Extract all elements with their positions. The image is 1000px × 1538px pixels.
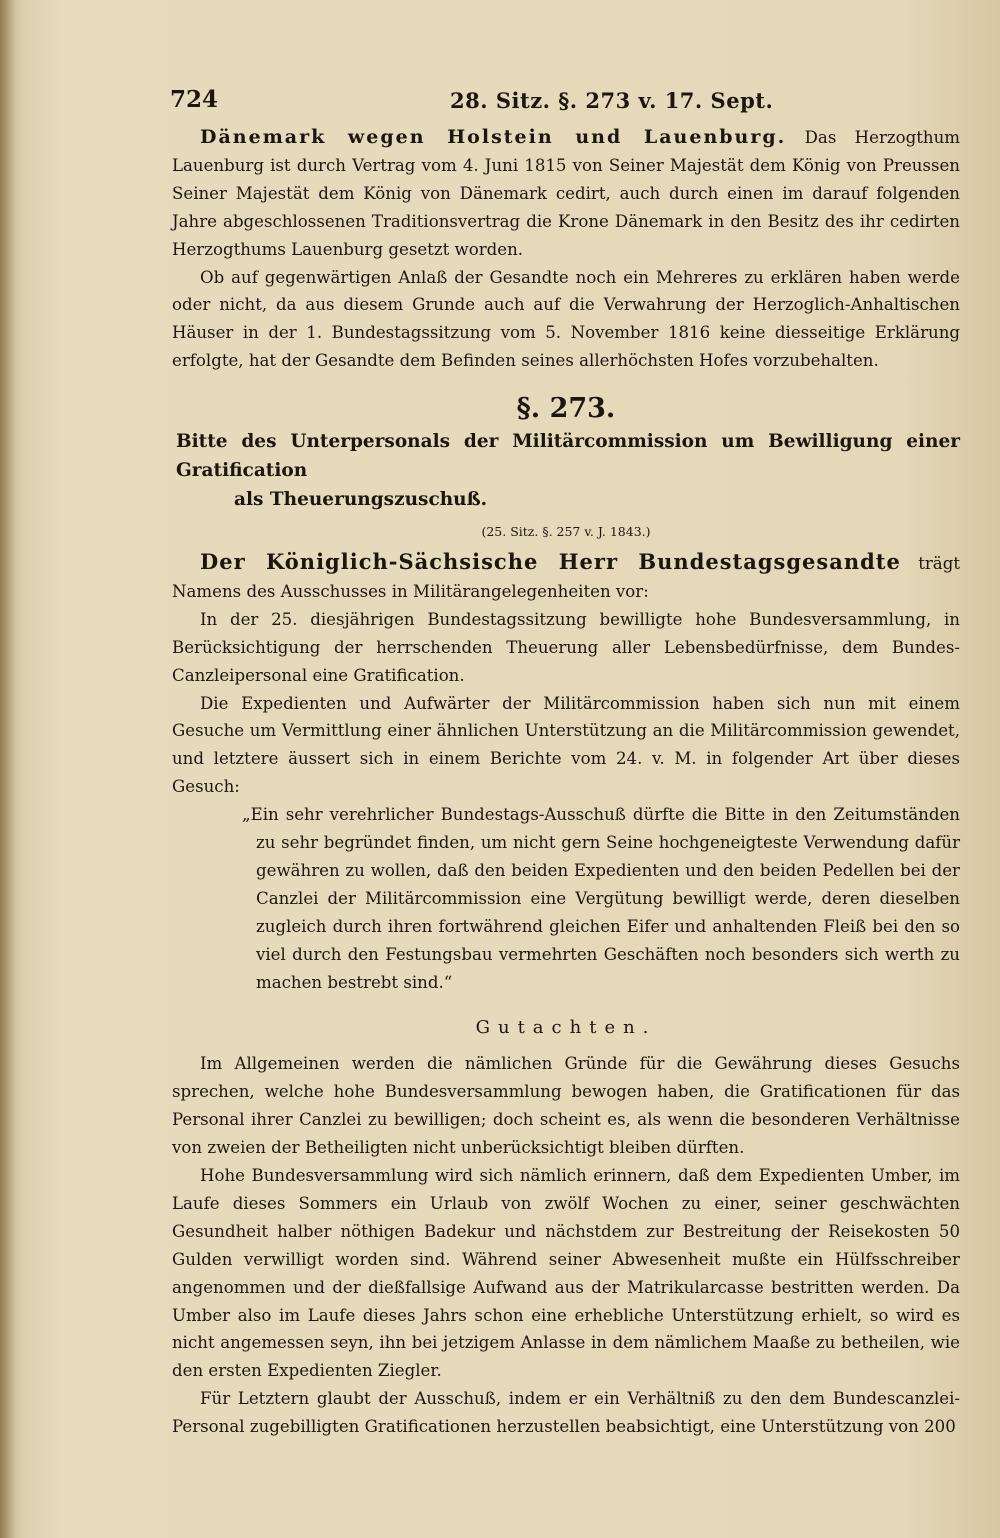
block1-title: Dänemark wegen Holstein und Lauenburg. (200, 126, 787, 148)
page-body (172, 124, 960, 1441)
section-citation: (25. Sitz. §. 257 v. J. 1843.) (481, 524, 651, 540)
section-title-line2: als Theuerungszuschuß. (234, 489, 488, 511)
section-title (172, 427, 960, 514)
paragraph-5: Für Letztern glaubt der Ausschuß, indem er ein Verhältniß zu den dem Bundescanzlei-Personal zugebilligten Gratificationen herzustellen beabsichtigt, eine Unterstützung von 200 (172, 1389, 960, 1437)
running-title: 28. Sitz. §. 273 v. 17. Sept. (450, 88, 774, 113)
block1-text: Das Herzogthum Lauenburg ist durch Vertrag vom 4. Juni 1815 von Seiner Majestät dem König von Preussen Seiner Majestät dem König von Dänemark cedirt, auch durch einen im darauf folgenden Jahre abgeschlossenen Traditionsvertrag die Krone Dänemark in den Besitz des ihr cedirten Herzogthums Lauenburg gesetzt worden. (172, 128, 961, 259)
section-title-line1: Bitte des Unterpersonals der Militärcommission um Bewilligung einer Gratification (176, 431, 960, 482)
page-header (170, 86, 960, 122)
speaker-name: Der Königlich-Sächsische Herr Bundestagsgesandte (200, 548, 901, 574)
block1-paragraph (172, 124, 960, 264)
page-number: 724 (170, 86, 219, 113)
gutachten-heading: Gutachten. (475, 1017, 657, 1039)
speaker-rest: trägt Namens des Ausschusses in Militärangelegenheiten vor: (172, 553, 960, 601)
section-number: §. 273. (516, 393, 616, 425)
paragraph-4: Hohe Bundesversammlung wird sich nämlich erinnern, daß dem Expedienten Umber, im Laufe dieses Sommers ein Urlaub von zwölf Wochen zu einer, seiner geschwächten Gesundheit halber nöthigen Badekur und nächstdem zur Bestreitung der Reisekosten 50 Gulden verwilligt worden sind. Während seiner Abwesenheit mußte ein Hülfsschreiber angenommen und der dießfallsige Aufwand aus der Matrikularcasse bestritten werden. Da Umber also im Laufe dieses Jahrs schon eine erhebliche Unterstützung erhielt, so wird es nicht angemessen seyn, ihn bei jetzigem Anlasse in dem nämlichem Maaße zu betheilen, wie den ersten Expedienten Ziegler. (172, 1166, 960, 1381)
speaker-paragraph (172, 548, 960, 606)
paragraph-1: In der 25. diesjährigen Bundestagssitzung bewilligte hohe Bundesversammlung, in Berücksichtigung der herrschenden Theuerung aller Lebensbedürfnisse, dem Bundes-Canzleipersonal eine Gratification. (172, 609, 960, 685)
block1-paragraph-2: Ob auf gegenwärtigen Anlaß der Gesandte noch ein Mehreres zu erklären haben werde oder nicht, da aus diesem Grunde auch auf die Verwahrung der Herzoglich-Anhaltischen Häuser in der 1. Bundestagssitzung vom 5. November 1816 keine diesseitige Erklärung erfolgte, hat der Gesandte dem Befinden seines allerhöchsten Hofes vorzubehalten. (172, 267, 960, 371)
paragraph-2: Die Expedienten und Aufwärter der Militärcommission haben sich nun mit einem Gesuche um Vermittlung einer ähnlichen Unterstützung an die Militärcommission gewendet, und letztere äussert sich in einem Berichte vom 24. v. M. in folgender Art über dieses Gesuch: (172, 693, 960, 797)
paragraph-3: Im Allgemeinen werden die nämlichen Gründe für die Gewährung dieses Gesuchs sprechen, welche hohe Bundesversammlung bewogen haben, die Gratificationen für das Personal ihrer Canzlei zu bewilligen; doch scheint es, als wenn die besonderen Verhältnisse von zweien der Betheiligten nicht unberücksichtigt bleiben dürften. (172, 1054, 960, 1158)
quote-paragraph: „Ein sehr verehrlicher Bundestags-Ausschuß dürfte die Bitte in den Zeitumständen zu sehr begründet finden, um nicht gern Seine hochgeneigteste Verwendung dafür gewähren zu wollen, daß den beiden Expedienten und den beiden Pedellen bei der Canzlei der Militärcommission eine Vergütung bewilligt werde, deren dieselben zugleich durch ihren fortwährend gleichen Eifer und anhaltenden Fleiß bei den so viel durch den Festungsbau vermehrten Geschäften noch besonders sich werth zu machen bestrebt sind.“ (242, 805, 960, 992)
